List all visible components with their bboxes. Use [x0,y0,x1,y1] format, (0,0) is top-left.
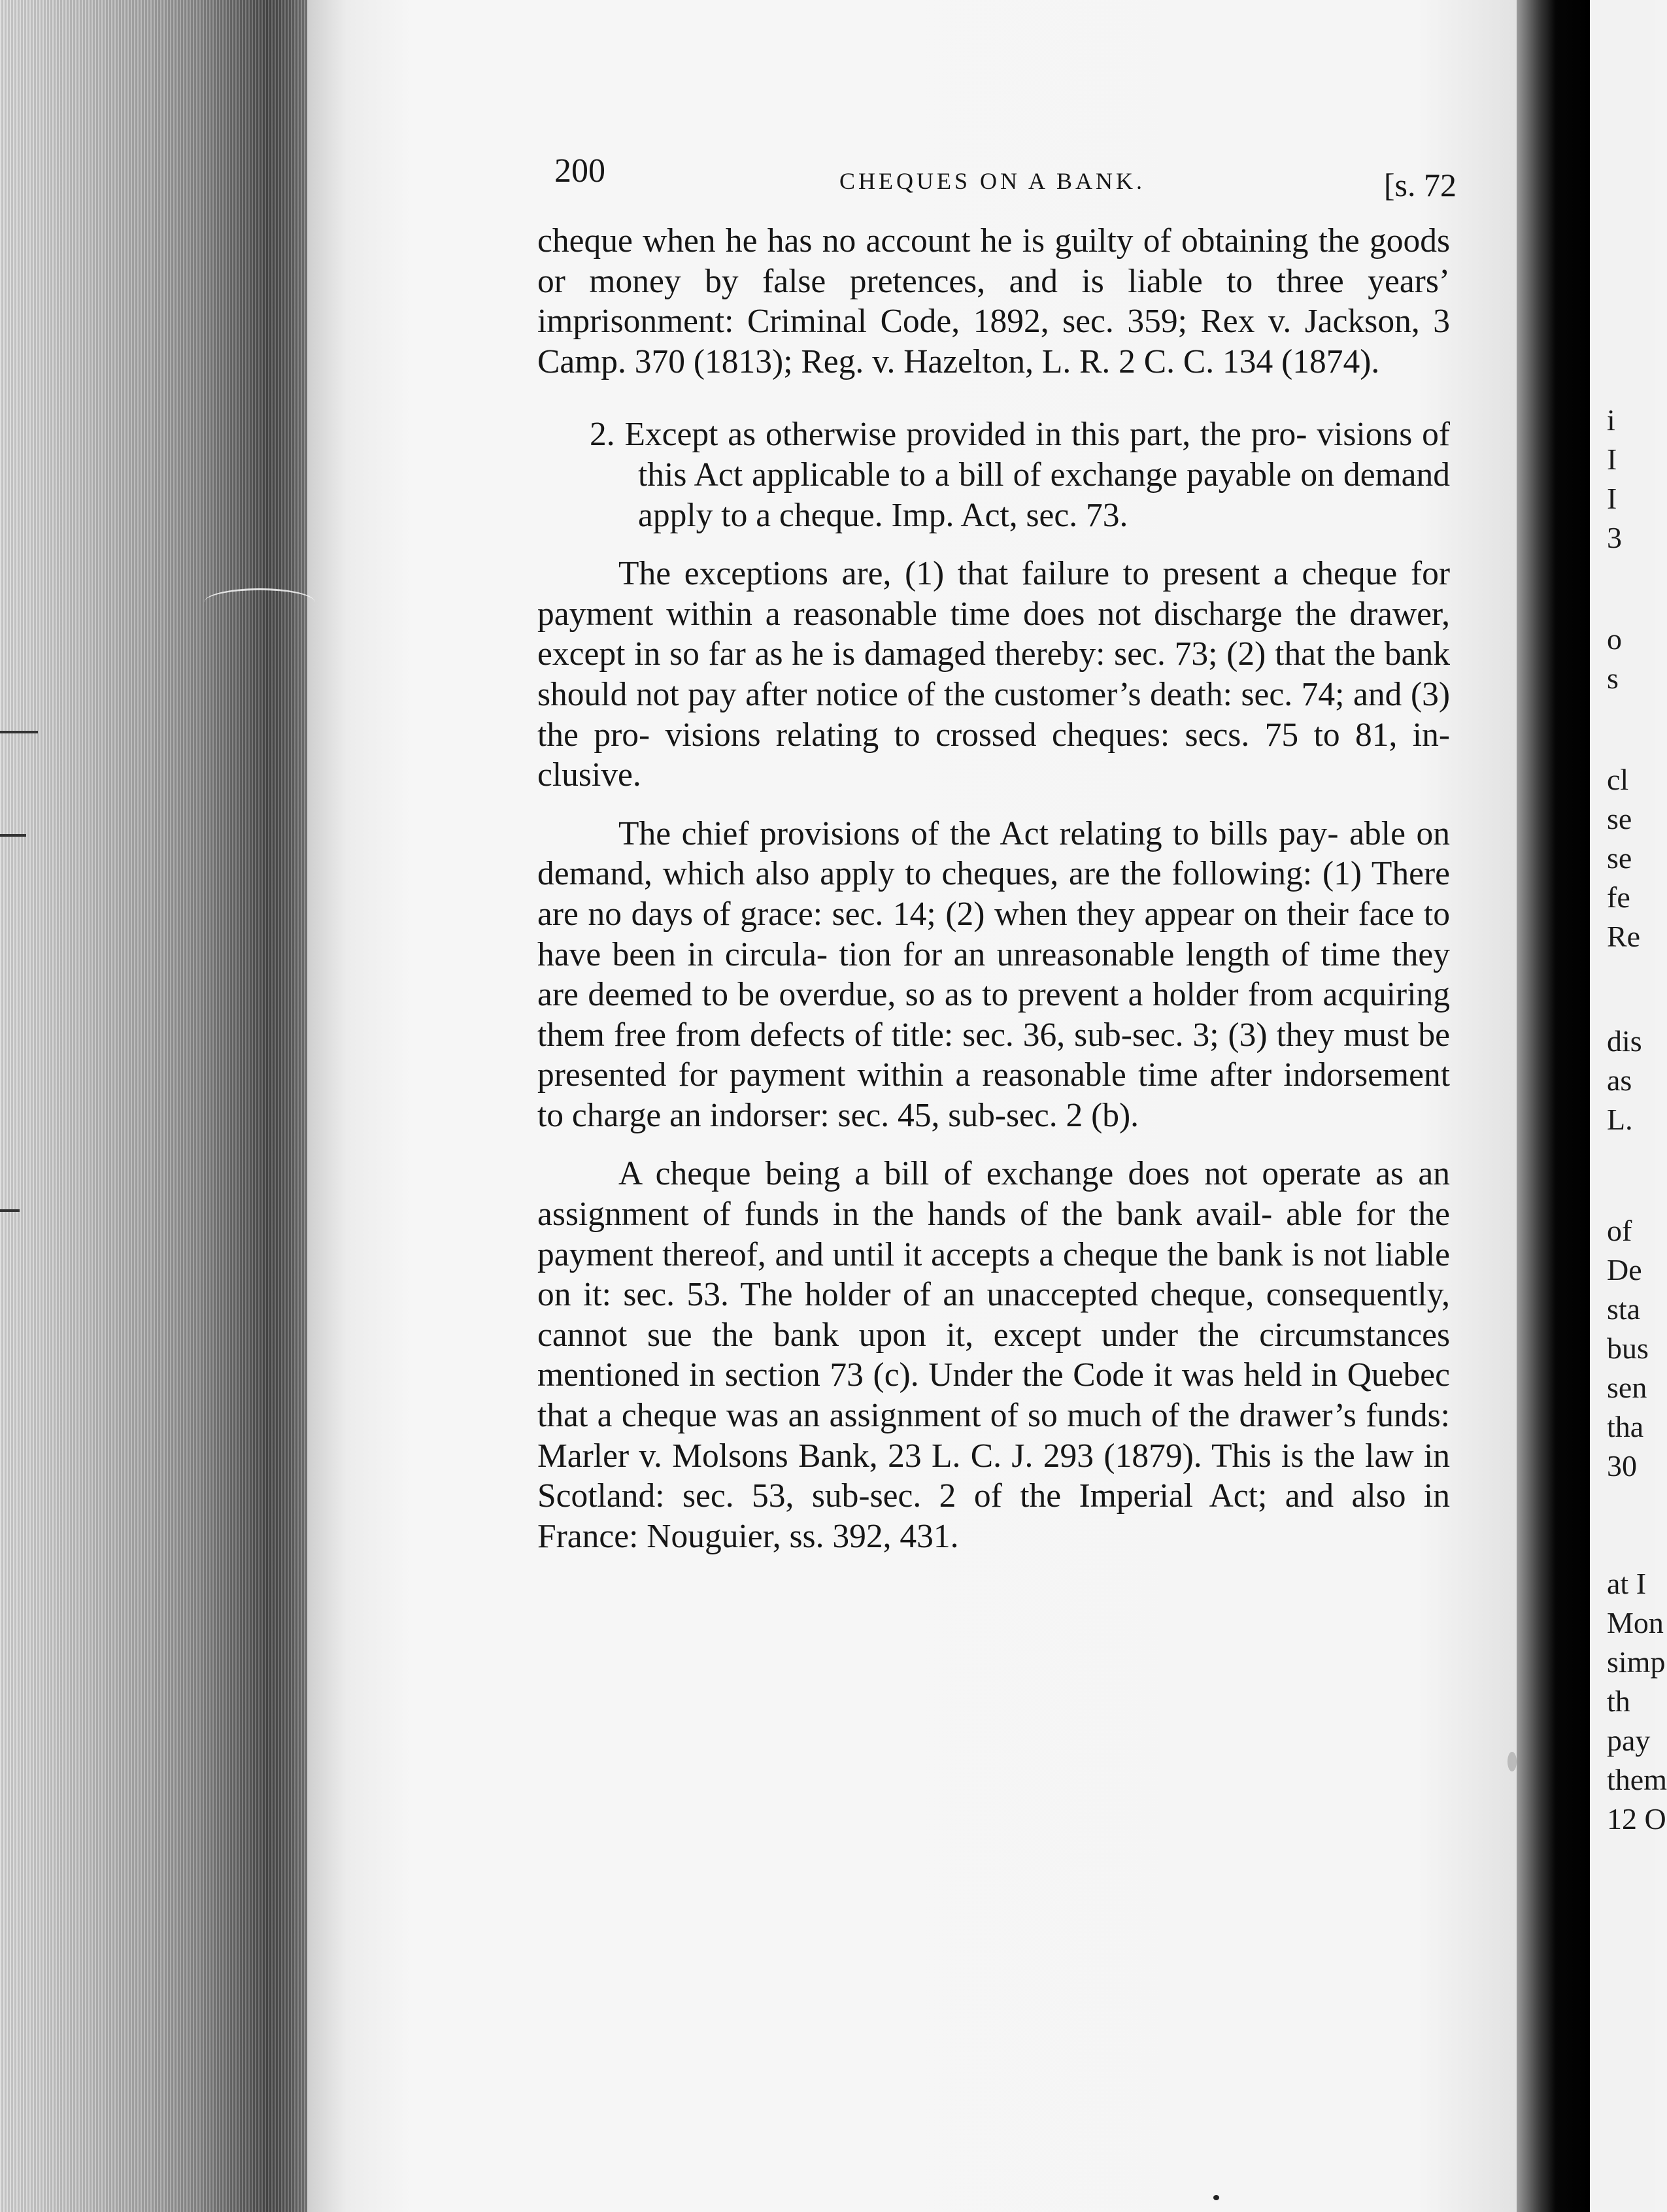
facing-page-fragment: bus [1607,1332,1649,1365]
text-line: time after indorsement to charge an indorser: sec. 45, [537,1056,1450,1134]
body-text [537,221,1450,1556]
text-line: 2. Except as otherwise provided in this part, the pro- [590,416,1307,454]
text-line: cheque for payment within a reasonable time does not [537,555,1451,633]
text-line: A cheque being a bill of exchange does not operate [618,1155,1361,1193]
text-line: thereby: sec. 73; (2) that the bank should not pay after [537,635,1450,713]
text-line: when they appear on their face to have been in circula- [537,895,1450,973]
statute-subsection-2 [590,414,1450,535]
text-line: bank upon it, except under the circumstances mentioned [537,1316,1451,1394]
text-line: visions relating to crossed cheques: secs. 75 to 81, in- [665,716,1451,754]
text-line: them free from defects of title: sec. 36, sub-sec. 3; (3) [537,1016,1268,1054]
facing-page-fragment: 30 [1607,1449,1637,1483]
book-gutter [1517,0,1590,2212]
text-line: able on demand, which also apply to cheques, are the [537,814,1451,893]
text-line: three years’ imprisonment: Criminal Code, 1892, sec. 359; [537,262,1451,341]
text-line: tion for an unreasonable length of time they are deemed [537,935,1450,1014]
text-line: The chief provisions of the Act relating to bills pay- [618,814,1339,852]
text-line: payable on demand apply to a cheque. Imp. Act, [638,456,1450,534]
text-line: cheque when he has no account he is guilty of obtaining [537,222,1309,260]
facing-page-fragment: se [1607,802,1632,835]
facing-page-fragment: th [1607,1684,1630,1718]
text-line: clusive. [537,756,641,794]
text-line: 392, 431. [832,1517,959,1555]
facing-page-fragment: 3 [1607,521,1622,554]
running-header [554,152,1457,204]
page-number: 200 [554,152,605,190]
text-line: notice of the customer’s death: sec. 74; and (3) the pro- [537,675,1451,754]
text-line: L. R. 2 C. C. 134 (1874). [1041,343,1380,380]
text-line: (1879). This is the law in Scotland: sec. 53, sub-sec. 2 [537,1437,1451,1515]
text-line: visions of this Act applicable to a bill of exchange [638,416,1451,494]
facing-page-fragment: se [1607,841,1632,875]
text-line: that a cheque was an assignment of so much of the [537,1397,1230,1435]
scan-speck [1213,2195,1219,2200]
facing-page-fragment: as [1607,1064,1632,1097]
paragraph-continuation [537,221,1450,382]
facing-page-fragment: 12 O [1607,1802,1666,1835]
facing-page-fragment: Re [1607,920,1641,953]
text-line: they must be presented for payment within a reasonable [537,1016,1451,1094]
facing-page-fragment: Mon [1607,1606,1664,1639]
facing-page-fragment: De [1607,1253,1642,1286]
text-line: the goods or money by false pretences, and is liable to [537,222,1450,300]
section-reference: [s. 72 [1383,167,1457,203]
text-line: able for the payment thereof, and until it accepts a [537,1196,1451,1273]
text-line: Rex v. Jackson, 3 Camp. 370 (1813); Reg. v. Hazelton, [537,303,1450,380]
text-line: sec. 73. [1026,496,1128,534]
edge-marks [0,706,52,1294]
facing-page-fragment: cl [1607,763,1629,796]
text-line: drawer’s funds: Marler v. Molsons Bank, 23 L. C. J. 293 [537,1397,1450,1475]
text-line: cheque the bank is not liable on it: sec. 53. The holder [537,1235,1451,1314]
facing-page-fragment: tha [1607,1410,1644,1443]
facing-page-fragment: them [1607,1763,1667,1796]
text-line: to be overdue, so as to prevent a holder from acquiring [701,976,1450,1014]
facing-page-fragment: s [1607,662,1619,695]
facing-page-fragment: at I [1607,1567,1647,1600]
paragraph-exceptions [537,554,1450,796]
facing-page [1590,0,1667,2212]
facing-page-fragment: I [1607,443,1617,476]
facing-page-fragment: L. [1607,1103,1633,1136]
facing-page-fragment: simp [1607,1645,1666,1679]
text-line: The exceptions are, (1) that failure to present a [618,555,1288,593]
text-line: sub-sec. 2 (b). [948,1096,1139,1134]
facing-page-fragment: pay [1607,1724,1651,1757]
running-title: CHEQUES ON A BANK. [839,168,1146,194]
text-line: discharge the drawer, except in so far as he is damaged [537,595,1451,673]
paragraph-assignment [537,1154,1450,1556]
text-line: of the Imperial Act; and also in France: Nouguier, ss. [537,1477,1450,1555]
text-line: in section 73 (c). Under the Code it was held in Quebec [689,1356,1451,1394]
facing-page-fragment: of [1607,1214,1632,1247]
paragraph-chief-provisions [537,814,1450,1136]
scan-speck [1507,1752,1517,1771]
facing-page-fragment: I [1607,482,1617,515]
facing-page-fragment: dis [1607,1024,1642,1058]
text-line: following: (1) There are no days of grace: sec. 14; (2) [537,855,1451,933]
facing-page-fragment: fe [1607,880,1630,914]
facing-page-fragment: sen [1607,1371,1647,1404]
facing-page-fragment: sta [1607,1292,1641,1326]
text-line: of an unaccepted cheque, consequently, cannot sue the [537,1276,1450,1354]
facing-page-fragment: i [1607,403,1615,437]
text-line: as an assignment of funds in the hands of the bank avail- [537,1155,1451,1233]
page-curl [204,588,315,616]
facing-page-fragment: o [1607,622,1622,656]
